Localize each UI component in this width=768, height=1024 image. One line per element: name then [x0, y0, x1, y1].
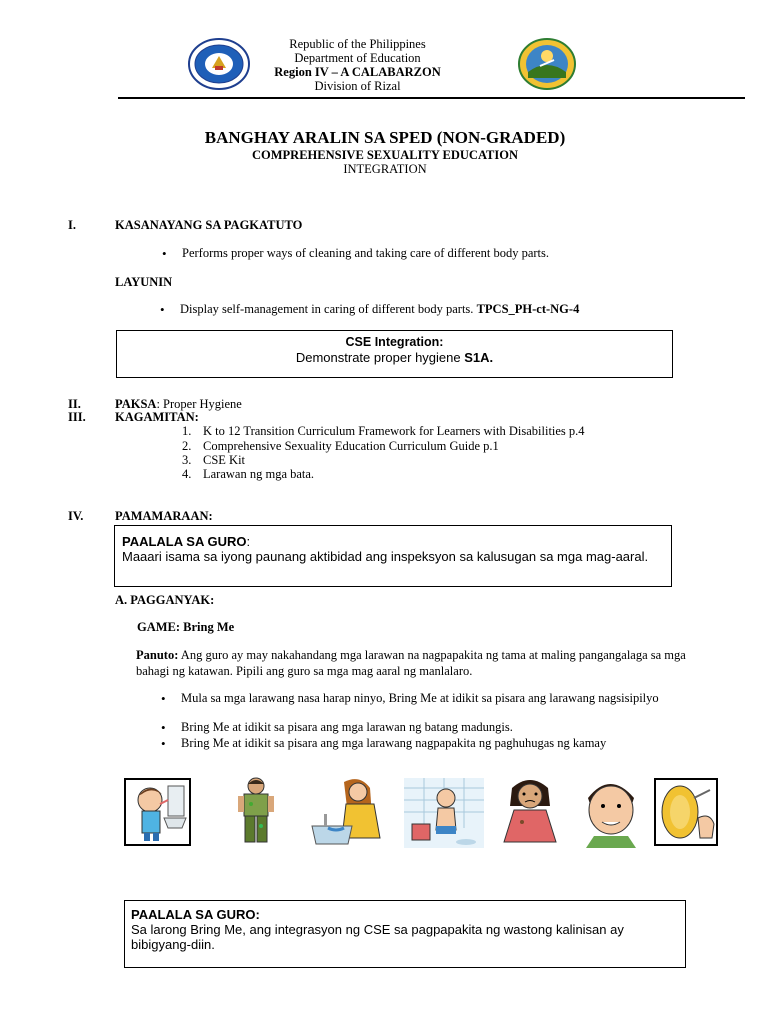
kagamitan-text-2: Comprehensive Sexuality Education Curriculum Guide p.1: [203, 439, 499, 453]
kagamitan-text-4: Larawan ng mga bata.: [203, 467, 315, 481]
note-box-1: [114, 525, 672, 587]
page-subtitle-2: INTEGRATION: [343, 162, 427, 176]
child-brushing-teeth-icon: [124, 778, 191, 846]
layunin-bullet: [180, 302, 579, 317]
dirty-girl-sitting-icon: [500, 776, 560, 848]
panuto-label: Panuto:: [136, 648, 179, 662]
section-1-bullet: • Performs proper ways of cleaning and taking care of different body parts.: [182, 246, 549, 261]
page-title: BANGHAY ARALIN SA SPED (NON-GRADED): [204, 128, 566, 147]
section-2-roman: II.: [68, 397, 81, 411]
kagamitan-num-2: 2.: [182, 439, 192, 453]
kagamitan-text-1: K to 12 Transition Curriculum Framework for Learners with Disabilities p.4: [203, 424, 585, 438]
cse-integration-box: [116, 330, 673, 378]
paksa-value: : Proper Hygiene: [156, 397, 242, 411]
kagamitan-item-1: [182, 424, 585, 439]
note-box-2: [124, 900, 686, 968]
note-1-heading-line: [122, 534, 665, 549]
kagamitan-num-3: 3.: [182, 453, 192, 467]
kagamitan-heading: KAGAMITAN:: [115, 410, 199, 424]
panuto-text: Ang guro ay may nakahandang mga larawan na nagpapakita ng tama at maling pangangalaga sa mga bahagi ng katawan. Pipili ang guro sa mga mag aaral ng manlalaro.: [136, 648, 686, 678]
pamamaraan-heading: PAMAMARAAN:: [115, 509, 213, 523]
kagamitan-text-3: CSE Kit: [203, 453, 246, 467]
dirty-child-icon: [236, 776, 276, 848]
cse-text: Demonstrate proper hygiene: [295, 350, 461, 365]
cse-line: [117, 350, 672, 365]
kagamitan-item-3: [182, 453, 245, 468]
pagganyak-bullet-2: • Bring Me at idikit sa pisara ang mga larawan ng batang madungis.: [181, 720, 513, 735]
section-1-roman: I.: [68, 218, 76, 232]
layunin-heading: LAYUNIN: [115, 275, 173, 289]
paksa-label: PAKSA: [115, 397, 157, 411]
pagganyak-heading: A. PAGGANYAK:: [115, 593, 215, 607]
cse-heading: CSE Integration:: [345, 335, 444, 349]
kagamitan-num-4: 4.: [182, 467, 192, 481]
section-1-heading: KASANAYANG SA PAGKATUTO: [115, 218, 303, 232]
kagamitan-item-2: [182, 439, 499, 454]
section-3-roman: III.: [68, 410, 86, 424]
header-republic: Republic of the Philippines: [289, 37, 426, 51]
header-region: Region IV – A CALABARZON: [274, 65, 441, 79]
page-subtitle: COMPREHENSIVE SEXUALITY EDUCATION: [251, 148, 518, 162]
note-2-text: Sa larong Bring Me, ang integrasyon ng CSE sa pagpapakita ng wastong kalinisan ay bibigyang-diin.: [131, 922, 624, 952]
kagamitan-num-1: 1.: [182, 424, 192, 438]
boy-brushing-teeth-icon: [580, 776, 642, 848]
note-2-heading: PAALALA SA GURO:: [131, 907, 260, 922]
header-department: Department of Education: [294, 51, 421, 65]
layunin-text: Display self-management in caring of different body parts.: [180, 302, 474, 316]
kagamitan-item-4: [182, 467, 314, 482]
layunin-code: TPCS_PH-ct-NG-4: [476, 302, 580, 316]
child-bathing-icon: [404, 778, 484, 848]
ear-cleaning-icon: [654, 778, 718, 846]
pagganyak-bullet-3: • Bring Me at idikit sa pisara ang mga larawang nagpapakita ng paghuhugas ng kamay: [181, 736, 606, 751]
girl-washing-hands-icon: [308, 776, 392, 848]
panuto-paragraph: [136, 647, 686, 679]
cse-code: S1A.: [464, 350, 494, 365]
game-title: GAME: Bring Me: [137, 620, 235, 634]
header-rule: [118, 97, 745, 99]
note-1-text: Maaari isama sa iyong paunang aktibidad ang inspeksyon sa kalusugan sa mga mag-aaral.: [122, 549, 649, 564]
note-1-heading: PAALALA SA GURO: [122, 534, 247, 549]
header-division: Division of Rizal: [314, 79, 401, 93]
pagganyak-bullet-1: • Mula sa mga larawang nasa harap ninyo, Bring Me at idikit sa pisara ang larawang nagsisipilyo: [181, 691, 701, 706]
note-1-colon: :: [246, 534, 251, 549]
section-4-roman: IV.: [68, 509, 84, 523]
